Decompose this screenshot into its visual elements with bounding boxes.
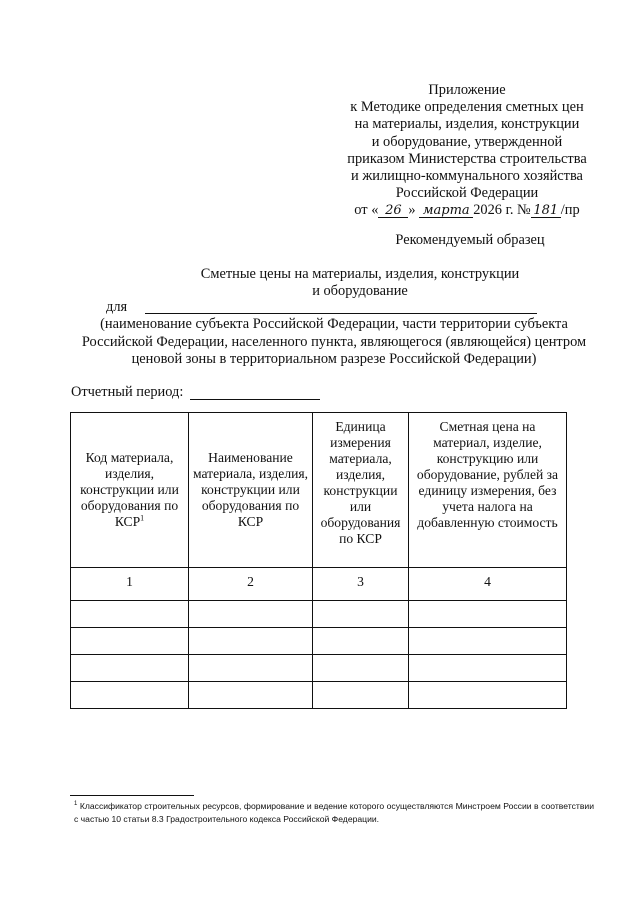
appendix-line-5: приказом Министерства строительства (347, 150, 587, 167)
table-cell (313, 601, 409, 628)
column-number-4: 4 (409, 568, 567, 601)
table-cell (71, 682, 189, 709)
table-header-row (71, 413, 567, 568)
subject-note-line-3: ценовой зоны в территориальном разрезе Российской Федерации) (131, 351, 537, 367)
period-fill-line (190, 399, 320, 400)
appendix-line-7: Российской Федерации (395, 185, 539, 202)
table-cell (189, 655, 313, 682)
table-cell (313, 628, 409, 655)
table-cell (409, 601, 567, 628)
footnote (74, 800, 594, 826)
table-cell (189, 628, 313, 655)
appendix-line-2: к Методике определения сметных цен (350, 99, 584, 116)
appendix-line-4: и оборудование, утвержденной (371, 133, 563, 150)
order-number-handwritten: 181 (531, 204, 561, 218)
order-close-quote: » (408, 202, 416, 219)
footnote-marker: 1 (74, 801, 78, 808)
header-material-code-text: Код материала, изделия, конструкции или оборудования по КСР (80, 450, 179, 529)
order-prefix: от « (354, 202, 379, 219)
appendix-line-3: на материалы, изделия, конструкции (354, 116, 580, 133)
appendix-header (322, 82, 612, 220)
period-label: Отчетный период: (71, 384, 184, 400)
table-row (71, 628, 567, 655)
prices-table (70, 412, 567, 709)
footnote-separator (70, 795, 194, 796)
order-day-handwritten: 26 (378, 204, 408, 218)
document-title (120, 266, 600, 300)
column-number-2: 2 (189, 568, 313, 601)
subject-note-line-1: (наименование субъекта Российской Федерации, части территории субъекта (100, 316, 568, 332)
column-numbers-row (71, 568, 567, 601)
table-cell (189, 601, 313, 628)
table-cell (409, 682, 567, 709)
order-month-handwritten: марта (419, 204, 473, 218)
appendix-line-1: Приложение (428, 82, 506, 98)
table-cell (409, 655, 567, 682)
order-line (322, 202, 612, 219)
for-label: для (106, 299, 128, 315)
table-cell (71, 628, 189, 655)
header-price: Сметная цена на материал, изделие, конструкцию или оборудование, рублей за единицу измерения, без учета налога на добавленную стоимость (409, 413, 567, 568)
footnote-text: Классификатор строительных ресурсов, формирование и ведение которого осуществляются Минстроем России в соответствии с частью 10 статьи 8.3 Градостроительного кодекса Российской Федерации. (74, 801, 595, 824)
table-row (71, 682, 567, 709)
appendix-line-6: и жилищно-коммунального хозяйства (351, 168, 583, 185)
subject-note-line-2: Российской Федерации, населенного пункта, являющегося (являющейся) центром (81, 333, 587, 350)
column-number-3: 3 (313, 568, 409, 601)
table-row (71, 655, 567, 682)
table-cell (71, 601, 189, 628)
column-number-1: 1 (71, 568, 189, 601)
table-cell (313, 682, 409, 709)
subject-fill-line (145, 313, 537, 314)
order-year: 2026 г. № (473, 202, 531, 219)
table-cell (409, 628, 567, 655)
header-material-name: Наименование материала, изделия, конструкции или оборудования по КСР (189, 413, 313, 568)
header-unit: Единица измерения материала, изделия, конструкции или оборудования по КСР (313, 413, 409, 568)
title-line-2: и оборудование (312, 283, 408, 299)
order-suffix: /пр (560, 202, 580, 219)
table-cell (189, 682, 313, 709)
sample-label: Рекомендуемый образец (395, 232, 545, 248)
header-material-code (71, 413, 189, 568)
title-line-1: Сметные цены на материалы, изделия, конструкции (200, 266, 520, 282)
subject-note (64, 316, 604, 369)
table-cell (313, 655, 409, 682)
table-cell (71, 655, 189, 682)
footnote-ref: 1 (140, 513, 145, 523)
table-row (71, 601, 567, 628)
